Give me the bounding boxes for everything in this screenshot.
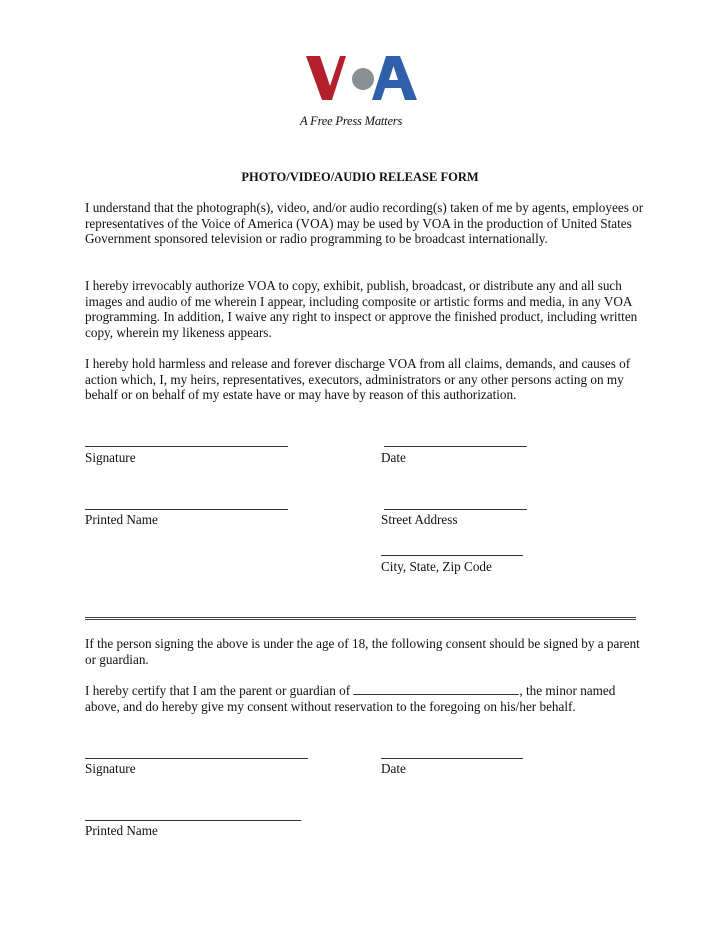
guardian-printed-name-line[interactable] <box>85 820 301 821</box>
date-label: Date <box>381 450 406 465</box>
guardian-date-label: Date <box>381 761 406 776</box>
signature-line[interactable] <box>85 446 288 447</box>
paragraph-minor-intro: If the person signing the above is under the age of 18, the following consent should be signed by a parent or guardian. <box>85 636 640 667</box>
paragraph-usage: I understand that the photograph(s), video, and/or audio recording(s) taken of me by agents, employees or representatives of the Voice of America (VOA) may be used by VOA in the production of United States Government sponsored television or radio programming to be broadcast internationally. <box>85 200 644 247</box>
street-address-line[interactable] <box>384 509 527 510</box>
street-address-label: Street Address <box>381 512 458 527</box>
voa-logo <box>306 54 418 102</box>
section-divider <box>85 617 636 620</box>
paragraph-guardian-certify <box>85 683 650 714</box>
printed-name-line[interactable] <box>85 509 288 510</box>
signature-label: Signature <box>85 450 136 465</box>
voa-logo-o <box>352 68 374 90</box>
guardian-printed-name-label: Printed Name <box>85 823 158 838</box>
date-line[interactable] <box>384 446 527 447</box>
paragraph-release: I hereby hold harmless and release and forever discharge VOA from all claims, demands, and causes of action which, I, my heirs, representatives, executors, administrators or any other persons acting on my behalf or on behalf of my estate have or may have by reason of this authorization. <box>85 356 631 403</box>
form-title: PHOTO/VIDEO/AUDIO RELEASE FORM <box>241 170 479 184</box>
minor-name-blank[interactable] <box>353 683 519 695</box>
paragraph-authorization: I hereby irrevocably authorize VOA to copy, exhibit, publish, broadcast, or distribute any and all such images and audio of me wherein I appear, including composite or artistic forms and media, in any VOA programming. In addition, I waive any right to inspect or approve the finished product, including written copy, wherein my likeness appears. <box>85 278 638 340</box>
certify-text-start: I hereby certify that I am the parent or guardian of <box>85 683 354 698</box>
city-state-zip-label: City, State, Zip Code <box>381 559 492 574</box>
guardian-signature-label: Signature <box>85 761 136 776</box>
guardian-signature-line[interactable] <box>85 758 308 759</box>
certify-text-end: , the minor named above, and do hereby give my consent without reservation to the foregoing on his/her behalf. <box>85 683 616 714</box>
city-state-zip-line[interactable] <box>381 555 523 556</box>
voa-logo-v <box>306 56 346 100</box>
tagline: A Free Press Matters <box>300 114 403 128</box>
guardian-date-line[interactable] <box>381 758 523 759</box>
printed-name-label: Printed Name <box>85 512 158 527</box>
